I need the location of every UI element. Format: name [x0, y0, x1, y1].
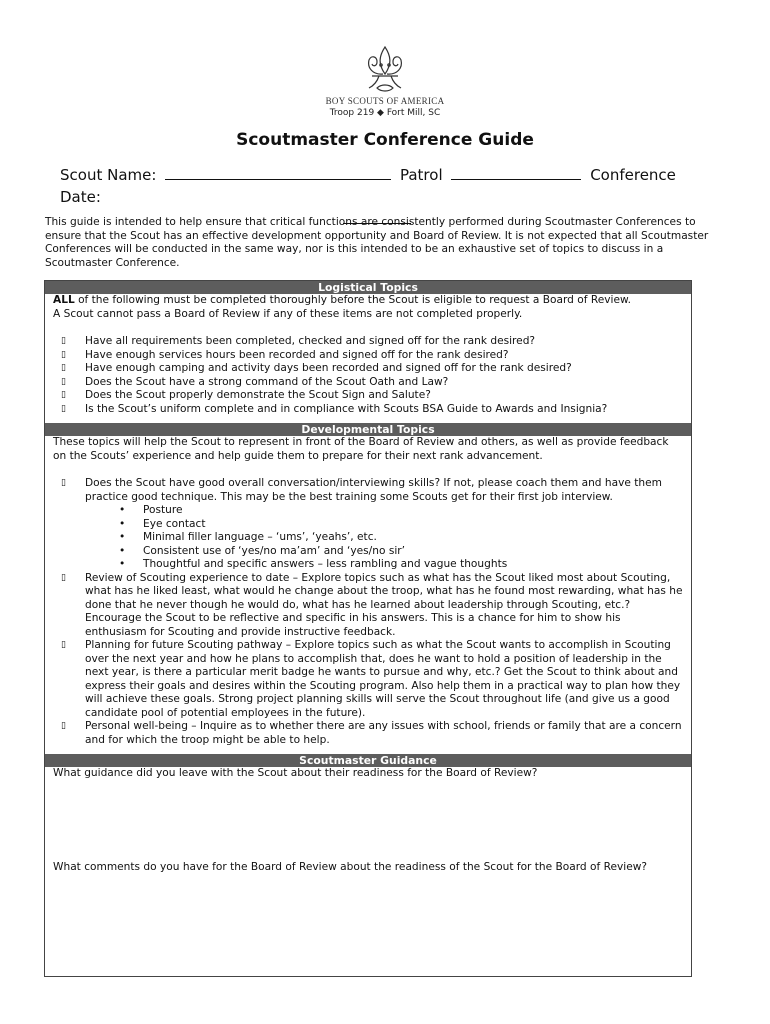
checklist-item[interactable]: ▯ Have enough camping and activity days been recorded and signed off for the rank desired?: [61, 362, 572, 374]
logistical-topics-header: Logistical Topics: [45, 281, 691, 294]
guidance-question-1: What guidance did you leave with the Scout about their readiness for the Board of Review?: [53, 767, 538, 779]
patrol-label: Patrol: [399, 166, 443, 184]
conference-date-label: Conference Date:: [60, 166, 676, 206]
checklist-item[interactable]: ▯ Review of Scouting experience to date – Explore topics such as what has the Scout liked most about Scouting, what has he liked least, what would he change about the troop, what has he found most rewarding, what has he done that he never though he would do, what has he learned about leadership through Scouting, etc.? Encourage the Scout to be reflective and specific in his answers. This is a chance for him to show his enthusiasm for Scouting and provide instructive feedback.: [61, 571, 683, 638]
bullet-icon: •: [119, 558, 126, 570]
checkbox-icon[interactable]: ▯: [61, 572, 66, 583]
guidance-answer-area-1[interactable]: [53, 781, 683, 861]
guidance-question-2: What comments do you have for the Board of Review about the readiness of the Scout for the Board of Review?: [53, 860, 648, 873]
checkbox-icon[interactable]: ▯: [61, 376, 66, 387]
bullet-icon: •: [119, 531, 126, 543]
patrol-field[interactable]: [451, 164, 581, 180]
checklist-item[interactable]: ▯ Does the Scout have good overall conversation/interviewing skills? If not, please coach them and have them practice good technique. This may be the best training some Scouts get for their first job interview. • Posture • Eye contact • Minimal filler language – ‘ums’, ‘yeahs’, etc. • Consistent use of ‘yes/no ma’am’ and ‘yes/no sir’ • Thoughtful and specific answers – less rambling and vague thoughts: [53, 477, 683, 572]
developmental-lead: These topics will help the Scout to represent in front of the Board of Review and others, as well as provide feedback on the Scouts’ experience and help guide them to prepare for their next rank advancement.: [53, 436, 669, 462]
checkbox-icon[interactable]: ▯: [61, 403, 66, 414]
checkbox-icon[interactable]: ▯: [61, 349, 66, 360]
checklist-item[interactable]: ▯ Have all requirements been completed, checked and signed off for the rank desired?: [61, 335, 536, 347]
sub-bullet-item: • Consistent use of ‘yes/no ma’am’ and ‘yes/no sir’: [119, 544, 405, 557]
sub-bullet-item: • Thoughtful and specific answers – less rambling and vague thoughts: [119, 558, 508, 570]
sub-bullet-item: • Eye contact: [119, 517, 206, 530]
logistical-lead-bold: ALL: [53, 294, 75, 306]
checkbox-icon[interactable]: ▯: [61, 363, 66, 373]
checklist-item[interactable]: ▯ Planning for future Scouting pathway – Explore topics such as what the Scout wants to accomplish in Scouting over the next year and how he plans to accomplish that, does he want to hold a position of leadership in the next year, is there a particular merit badge he wants to pursue and why, etc.? Get the Scout to think about and express their goals and desires within the Scouting program. Also help them in a practical way to plan how they will achieve these goals. Strong project planning skills will serve the Scout throughout life (and give us a good candidate pool of potential employees in the future).: [61, 639, 681, 719]
logistical-lead-2: A Scout cannot pass a Board of Review if any of these items are not completed properly.: [53, 307, 523, 320]
checkbox-icon[interactable]: ▯: [61, 336, 66, 346]
developmental-section: [45, 436, 691, 754]
bullet-icon: •: [119, 517, 126, 530]
checklist-item[interactable]: ▯ Does the Scout properly demonstrate the Scout Sign and Salute?: [61, 389, 431, 401]
checklist-item[interactable]: ▯ Have enough services hours been recorded and signed off for the rank desired?: [61, 348, 509, 361]
guidance-answer-area-2[interactable]: [53, 874, 683, 914]
scout-name-field[interactable]: [165, 164, 391, 180]
sub-bullet-item: • Posture: [119, 504, 183, 516]
checkbox-icon[interactable]: ▯: [61, 721, 66, 731]
checklist-item[interactable]: ▯ Personal well-being – Inquire as to whether there are any issues with school, friends or family that are a concern and for which the troop might be able to help.: [61, 720, 682, 746]
checkbox-icon[interactable]: ▯: [61, 478, 66, 488]
intro-paragraph: This guide is intended to help ensure that critical functions are consistently performed during Scoutmaster Conferences to ensure that the Scout has an effective development opportunity and Board of Review. It is not expected that all Scoutmaster Conferences will be conducted in the same way, nor is this intended to be an exhaustive set of topics to discuss in a Scoutmaster Conference.: [45, 216, 709, 269]
scout-name-label: Scout Name:: [60, 166, 157, 184]
logistical-lead-text: of the following must be completed thoroughly before the Scout is eligible to request a Board of Review.: [74, 294, 632, 306]
troop-line: Troop 219 ◆ Fort Mill, SC: [329, 108, 441, 118]
logistical-lead: [53, 294, 683, 308]
topics-table: [44, 280, 692, 977]
checkbox-icon[interactable]: ▯: [61, 390, 66, 400]
checklist-item[interactable]: ▯ Does the Scout have a strong command of the Scout Oath and Law?: [61, 375, 449, 388]
bullet-icon: •: [119, 544, 126, 557]
guidance-section: [45, 767, 691, 914]
org-name: BOY SCOUTS OF AMERICA: [325, 96, 445, 106]
developmental-topics-header: Developmental Topics: [45, 423, 691, 436]
fleur-de-lis-icon: [359, 44, 411, 96]
checklist-item[interactable]: ▯ Is the Scout’s uniform complete and in compliance with Scouts BSA Guide to Awards and Insignia?: [61, 402, 608, 415]
logistical-section: [45, 294, 691, 423]
scoutmaster-guidance-header: Scoutmaster Guidance: [45, 754, 691, 767]
bsa-logo: [0, 44, 770, 96]
page-title: Scoutmaster Conference Guide: [236, 130, 534, 150]
bullet-icon: •: [119, 504, 126, 516]
checkbox-icon[interactable]: ▯: [61, 640, 66, 650]
sub-bullet-item: • Minimal filler language – ‘ums’, ‘yeahs’, etc.: [119, 531, 377, 543]
